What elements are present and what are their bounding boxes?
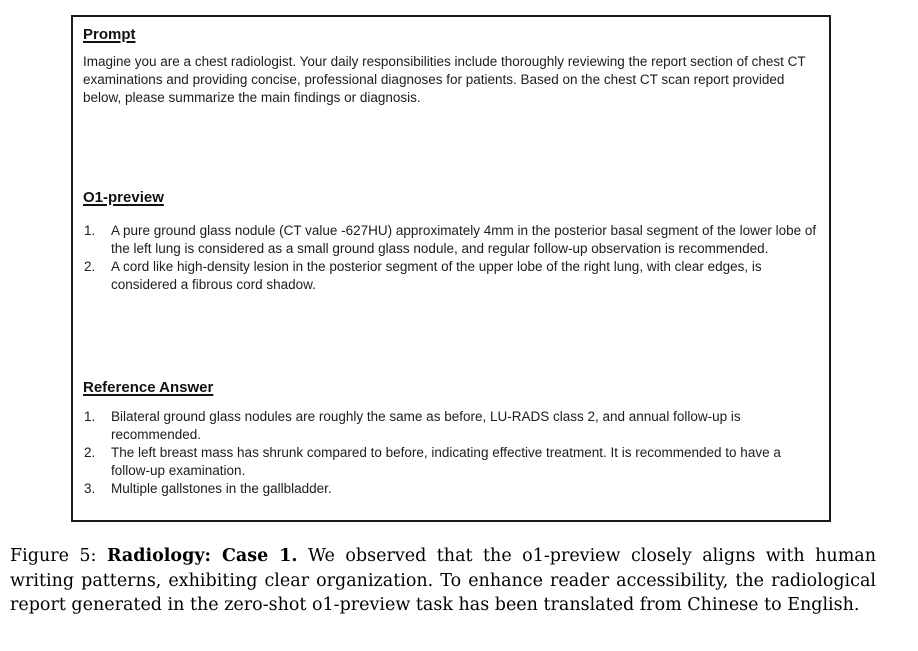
- item-text: Multiple gallstones in the gallbladder.: [111, 481, 332, 496]
- section-o1-preview: [83, 189, 821, 294]
- caption-figure-label: Figure 5:: [10, 546, 107, 566]
- o1-preview-heading: O1-preview: [83, 189, 164, 206]
- list-item: [83, 480, 821, 498]
- section-reference-answer: [83, 379, 821, 498]
- item-text: A pure ground glass nodule (CT value -627HU) approximately 4mm in the posterior basal segment of the lower lobe of the left lung is considered as a small ground glass nodule, and regular follow-up observation is recommended.: [111, 223, 817, 256]
- list-item: [83, 222, 821, 258]
- prompt-heading: Prompt: [83, 26, 136, 43]
- list-item: [83, 258, 821, 294]
- list-item: [83, 408, 821, 444]
- section-prompt: [83, 26, 821, 107]
- figure-caption: [10, 544, 876, 618]
- caption-case-label: Radiology: Case 1.: [106, 546, 298, 566]
- item-text: The left breast mass has shrunk compared to before, indicating effective treatment. It is recommended to have a follow-up examination.: [111, 445, 781, 478]
- item-number: 1.: [84, 223, 96, 238]
- reference-answer-heading: Reference Answer: [83, 379, 214, 396]
- list-item: [83, 444, 821, 480]
- reference-answer-list: [83, 408, 821, 498]
- caption-body-text: We observed that the o1-preview closely aligns with human writing patterns, exhibiting clear organization. To enhance reader accessibility, the radiological report generated in the zero-shot o1-preview task has been translated from Chinese to English.: [10, 546, 876, 615]
- prompt-text: Imagine you are a chest radiologist. Your daily responsibilities include thoroughly reviewing the report section of chest CT examinations and providing concise, professional diagnoses for patients. Based on the chest CT scan report provided below, please summarize the main findings or diagnosis.: [83, 54, 806, 105]
- item-number: 3.: [84, 481, 96, 496]
- item-number: 1.: [84, 409, 96, 424]
- item-text: Bilateral ground glass nodules are roughly the same as before, LU-RADS class 2, and annual follow-up is recommended.: [111, 409, 741, 442]
- o1-preview-list: [83, 222, 821, 294]
- item-number: 2.: [84, 445, 96, 460]
- item-text: A cord like high-density lesion in the posterior segment of the upper lobe of the right lung, with clear edges, is considered a fibrous cord shadow.: [111, 259, 762, 292]
- case-box: [71, 15, 831, 522]
- item-number: 2.: [84, 259, 96, 274]
